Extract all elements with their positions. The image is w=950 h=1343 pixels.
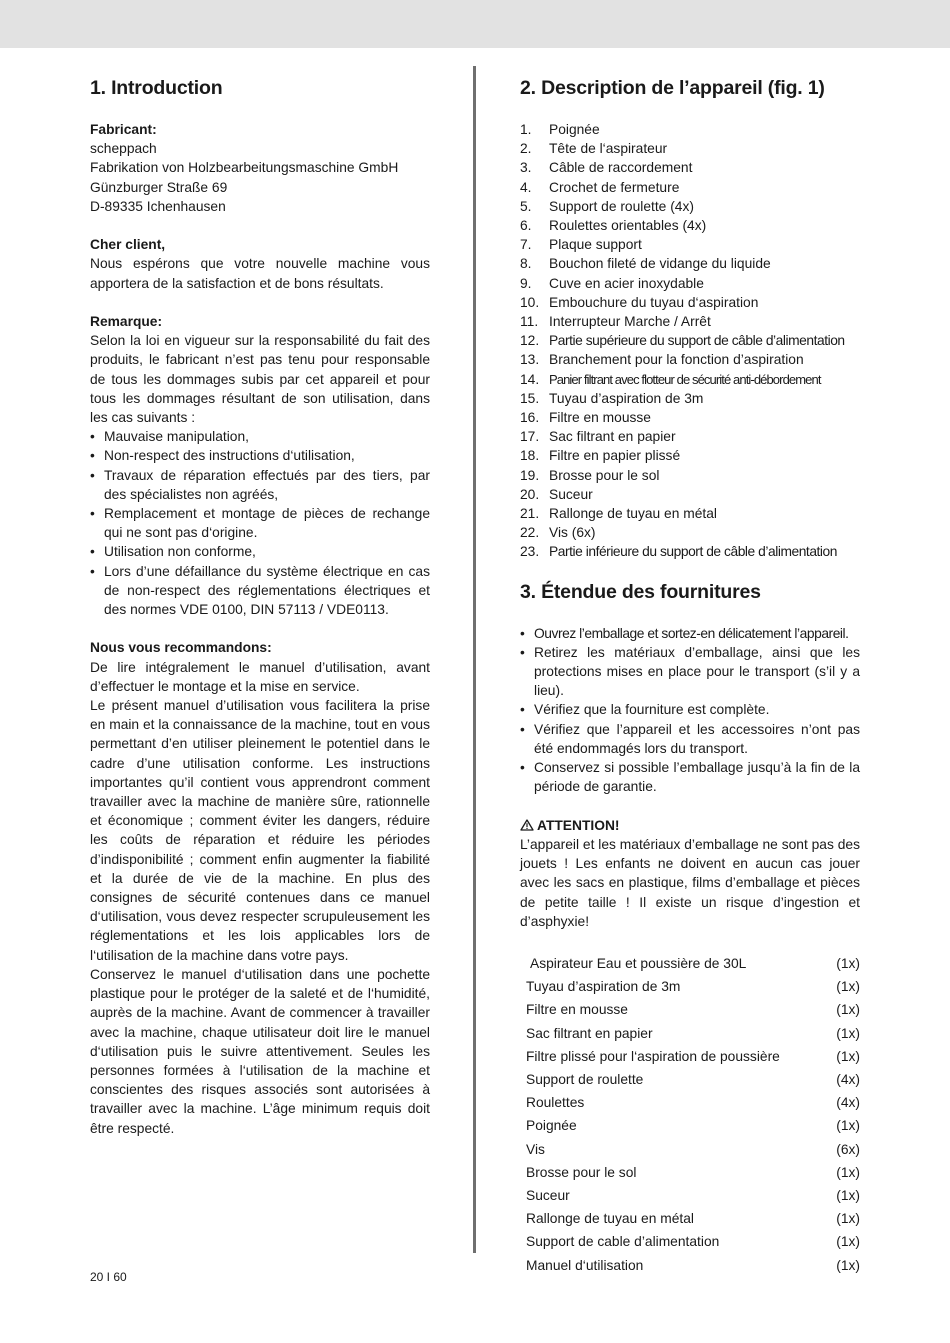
list-item: 3. Câble de raccordement [520,160,693,176]
manufacturer-label: Fabricant: [90,122,157,137]
delivery-bullet-list [520,624,860,797]
list-item: • Conservez si possible l’emballage jusqu’à la fin de la période de garantie. [520,758,860,796]
table-row: Support de roulette (4x) [526,1072,860,1088]
table-row: Poignée (1x) [526,1118,860,1134]
list-item: 23. Partie inférieure du support de câble d’alimentation [520,544,837,560]
list-item: 10. Embouchure du tuyau d‘aspiration [520,294,759,310]
table-row: Filtre en mousse (1x) [526,1002,860,1018]
table-row: Tuyau d’aspiration de 3m (1x) [526,979,860,995]
page-header-bar [0,0,950,48]
recommend-paragraph: Conservez le manuel d‘utilisation dans une pochette plastique pour le protéger de la saleté et de l‘humidité, auprès de la machine. Avant de commencer à travailler avec la machine, chaque utilisateur doit lire le manuel d‘utilisation puis le suivre attentivement. Seules les personnes formées à l‘utilisation de la machine et conscientes des risques associés sont autorisées à travailler avec la machine. L’âge minimum requis doit être respecté. [90,966,430,1136]
table-row: Roulettes (4x) [526,1095,860,1111]
list-item: 16. Filtre en mousse [520,410,651,426]
manufacturer-line: Fabrikation von Holzbearbeitungsmaschine GmbH [90,160,399,176]
table-row: Brosse pour le sol (1x) [526,1164,860,1180]
list-item: • Ouvrez l’emballage et sortez-en délicatement l’appareil. [520,624,860,643]
page-number: 20 I 60 [90,1270,127,1284]
column-divider [473,66,476,1253]
list-item: • Remplacement et montage de pièces de rechange qui ne sont pas d‘origine. [90,504,430,542]
table-row: Aspirateur Eau et poussière de 30L (1x) [530,956,860,972]
list-item: 6. Roulettes orientables (4x) [520,218,707,234]
list-item: 13. Branchement pour la fonction d’aspiration [520,352,804,368]
recommend-paragraph: Le présent manuel d’utilisation vous facilitera la prise en main et la connaissance de la machine, tout en vous permettant d’en utiliser pleinement le potentiel dans le cadre d’une utilisation conforme. Les instructions importantes qu’il contient vous apprendront comment travailler avec la machine de manière sûre, rationnelle et économique ; comment éviter les dangers, réduire les coûts de réparation et réduire les périodes d’indisponibilité ; comment enfin augmenter la fiabilité et la durée de vie de la machine. En plus des consignes de sécurité contenues dans ce manuel d‘utilisation, vous devez respecter scrupuleusement les réglementations et les lois applicables lors de l‘utilisation de la machine dans votre pays. [90,698,430,963]
list-item: • Mauvaise manipulation, [90,427,430,446]
list-item: 1. Poignée [520,122,600,137]
table-row: Support de cable d’alimentation (1x) [526,1234,860,1250]
list-item: • Vérifiez que l’appareil et les accessoires n’ont pas été endommagés lors du transport. [520,720,860,758]
manufacturer-line: scheppach [90,141,157,157]
table-row: Suceur (1x) [526,1187,860,1203]
introduction-section [90,76,430,1138]
list-item: • Non-respect des instructions d‘utilisation, [90,446,430,465]
warning-icon [520,819,534,831]
manufacturer-line: Günzburger Straße 69 [90,179,228,195]
list-item: 19. Brosse pour le sol [520,467,660,483]
table-row: Vis (6x) [526,1141,860,1157]
list-item: 2. Tête de l‘aspirateur [520,141,668,157]
list-item: • Vérifiez que la fourniture est complète. [520,700,860,719]
table-row: Sac filtrant en papier (1x) [526,1025,860,1041]
attention-heading: ATTENTION! [520,816,860,835]
right-column [520,76,860,1277]
table-row: Rallonge de tuyau en métal (1x) [526,1211,860,1227]
list-item: 14. Panier filtrant avec flotteur de sécurité anti-débordement [520,371,821,387]
delivery-title: 3. Étendue des fournitures [520,580,761,603]
supply-table [520,952,860,1277]
description-title: 2. Description de l’appareil (fig. 1) [520,77,825,99]
greeting-text: Nous espérons que votre nouvelle machine vous apportera de la satisfaction et de bons résultats. [90,256,430,291]
remark-label: Remarque: [90,314,163,329]
list-item: 17. Sac filtrant en papier [520,429,676,445]
remark-text: Selon la loi en vigueur sur la responsabilité du fait des produits, le fabricant n’est pas tenu pour responsable de tous les dommages subis par cet appareil et pour tous les dommages résultant de son utilisation, dans les cas suivants : [90,333,430,426]
list-item: 9. Cuve en acier inoxydable [520,275,704,291]
list-item: 11. Interrupteur Marche / Arrêt [520,314,711,330]
list-item: 7. Plaque support [520,237,642,253]
recommend-label: Nous vous recommandons: [90,640,272,656]
remark-bullet-list [90,427,430,619]
manufacturer-line: D-89335 Ichenhausen [90,198,226,214]
recommend-paragraph: De lire intégralement le manuel d’utilisation, avant d’effectuer le montage et la mise en service. [90,659,430,694]
table-row: Manuel d‘utilisation (1x) [526,1257,860,1273]
list-item: 22. Vis (6x) [520,525,596,541]
greeting-label: Cher client, [90,237,166,253]
list-item: 15. Tuyau d’aspiration de 3m [520,390,704,406]
list-item: 20. Suceur [520,486,593,502]
attention-text: L’appareil et les matériaux d’emballage ne sont pas des jouets ! Les enfants ne doivent en aucun cas jouer avec les sacs en plastique, films d’emballage et pièces de petite taille ! Il existe un risque d’ingestion et d’asphyxie! [520,836,860,929]
list-item: 8. Bouchon fileté de vidange du liquide [520,256,771,272]
list-item: • Lors d’une défaillance du système électrique en cas de non-respect des réglementations électriques et des normes VDE 0100, DIN 57113 / VDE0113. [90,562,430,620]
table-row: Filtre plissé pour l‘aspiration de poussière (1x) [526,1048,860,1064]
list-item: • Retirez les matériaux d’emballage, ainsi que les protections mises en place pour le transport (s’il y a lieu). [520,643,860,701]
list-item: • Travaux de réparation effectués par des tiers, par des spécialistes non agréés, [90,466,430,504]
list-item: 5. Support de roulette (4x) [520,198,694,214]
list-item: 12. Partie supérieure du support de câble d’alimentation [520,333,845,349]
list-item: 21. Rallonge de tuyau en métal [520,506,717,522]
list-item: 18. Filtre en papier plissé [520,448,681,464]
list-item: 4. Crochet de fermeture [520,179,680,195]
list-item: • Utilisation non conforme, [90,542,430,561]
introduction-title: 1. Introduction [90,77,223,99]
parts-list [520,120,860,562]
